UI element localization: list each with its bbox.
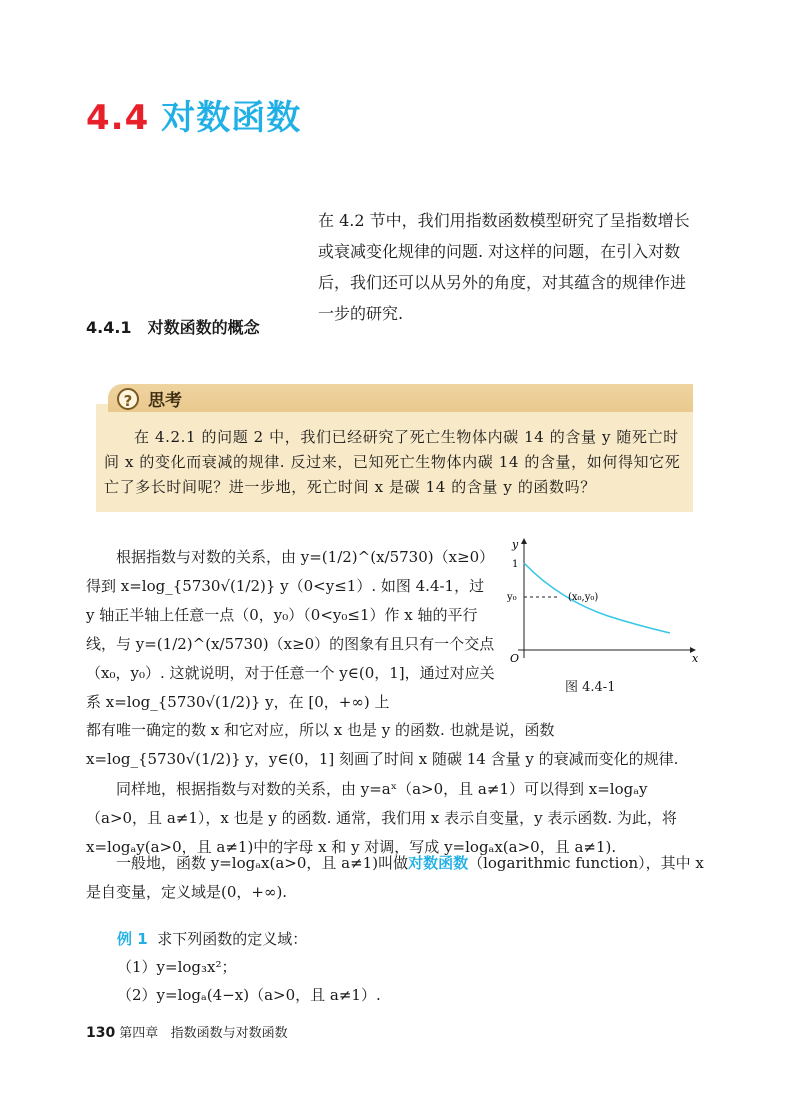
body-paragraph-2: 同样地，根据指数与对数的关系，由 y=aˣ（a>0，且 a≠1）可以得到 x=logₐy（a>0，且 a≠1），x 也是 y 的函数. 通常，我们用 x 表示自变量，y 表示函数. 为此，将 x=logₐy(a>0，且 a≠1)中的字母 x 和 y 对调，写成 y=logₐx(a>0，且 a≠1). [86,780,677,856]
chapter-label: 第四章 [119,1026,159,1041]
decay-graph [498,536,698,666]
body-paragraph-1-continued: 都有唯一确定的数 x 和它对应，所以 x 也是 y 的函数. 也就是说，函数 x=log_{5730√(1/2)} y，y∈(0，1] 刻画了时间 x 随碳 14 含量 y 的衰减而变化的规律. [86,721,679,768]
subsection-number: 4.4.1 [86,318,132,337]
think-title: 思考 [148,391,182,411]
definition-term: 对数函数 [408,854,469,872]
point-label: (x₀,y₀) [568,592,599,603]
y-axis-arrow [521,538,527,544]
subsection-name: 对数函数的概念 [147,318,260,337]
chapter-title: 指数函数与对数函数 [170,1026,288,1041]
origin-label: O [510,652,520,665]
example-prompt: 求下列函数的定义域： [157,930,308,948]
tick-y0-label: y₀ [507,592,517,603]
section-name: 对数函数 [161,98,302,138]
question-icon: ? [117,388,139,410]
section-title [86,90,301,139]
page-number: 130 [86,1025,116,1041]
body-paragraph-3 [86,849,706,907]
p3-text-before: 一般地，函数 y=logₐx(a>0，且 a≠1)叫做 [116,854,409,872]
tick-1-label: 1 [512,559,519,570]
example-label: 例 1 [117,930,148,948]
subsection-title [86,315,260,338]
p3-text-after: （logarithmic function），其中 x 是自变量，定义域是(0，+∞). [86,854,704,901]
y-axis-label: y [512,538,519,551]
example-header [117,925,381,953]
figure-caption: 图 4.4-1 [565,680,616,695]
body-paragraph-1: 根据指数与对数的关系，由 y=(1/2)^(x/5730)（x≥0）得到 x=log_{5730√(1/2)} y（0<y≤1）. 如图 4.4-1，过 y 轴正半轴上任意一点（0，y₀）（0<y₀≤1）作 x 轴的平行线，与 y=(1/2)^(x/5730)（x≥0）的图象有且只有一个交点（x₀，y₀）. 这就说明，对于任意一个 y∈(0，1]，通过对应关系 x=log_{5730√(1/2)} y，在 [0，+∞) 上 [86,548,495,711]
section-number: 4.4 [86,98,150,138]
example-item-2: （2）y=logₐ(4−x)（a>0，且 a≠1）. [117,986,381,1004]
intro-paragraph: 在 4.2 节中，我们用指数函数模型研究了呈指数增长或衰减变化规律的问题. 对这样的问题，在引入对数后，我们还可以从另外的角度，对其蕴含的规律作进一步的研究. [318,211,690,323]
think-text: 在 4.2.1 的问题 2 中，我们已经研究了死亡生物体内碳 14 的含量 y 随死亡时间 x 的变化而衰减的规律. 反过来，已知死亡生物体内碳 14 的含量，如何得知它死亡了多长时间呢？进一步地，死亡时间 x 是碳 14 的含量 y 的函数吗？ [104,428,681,496]
example-item-1: （1）y=log₃x²； [117,958,237,976]
think-header-bar [108,384,693,412]
page-footer [86,1022,288,1041]
example-1 [117,925,381,1009]
x-axis-label: x [692,652,698,665]
